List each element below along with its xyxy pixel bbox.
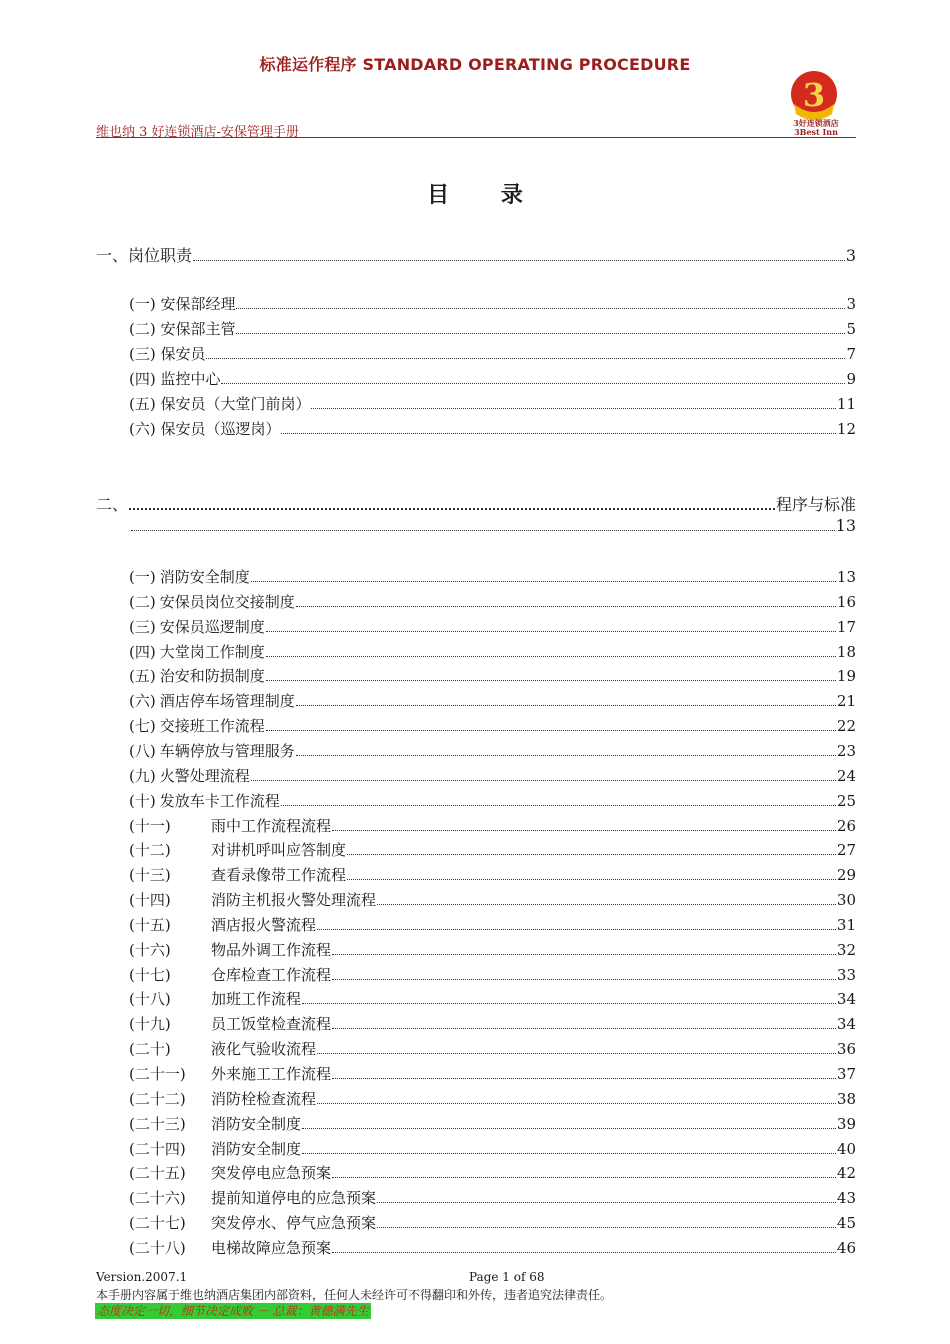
toc-item-number: (二) — [129, 592, 156, 611]
dot-leader — [302, 1127, 836, 1129]
dot-leader — [206, 357, 845, 359]
toc-page-number: 27 — [836, 841, 856, 860]
footer-slogan: 态度决定一切，细节决定成败 － 总裁：黄德满先生 — [97, 1304, 369, 1318]
toc-item-label: 酒店报火警流程 — [211, 915, 317, 934]
toc-page-number: 36 — [836, 1040, 856, 1059]
dot-leader — [296, 605, 836, 607]
toc-item-number: (四) — [129, 642, 156, 661]
dot-leader — [347, 878, 836, 880]
logo-text-en: 3Best Inn — [794, 127, 838, 137]
toc-item-label: 酒店停车场管理制度 — [159, 692, 295, 711]
dot-leader — [236, 332, 845, 334]
dot-leader — [317, 1102, 836, 1104]
toc-item-number: (二十一) — [129, 1065, 186, 1083]
dot-leader — [221, 382, 845, 384]
toc-item-number: (十四) — [129, 891, 171, 910]
toc-item[interactable] — [129, 1212, 856, 1233]
toc-item[interactable] — [129, 815, 856, 836]
toc-item-label: 仓库检查工作流程 — [211, 965, 332, 984]
dot-leader — [302, 1002, 836, 1004]
toc-page-number: 12 — [836, 420, 856, 438]
toc-item[interactable] — [129, 1088, 856, 1109]
toc-item-label: 安保员巡逻制度 — [159, 617, 265, 636]
toc-item-number: (七) — [129, 717, 156, 736]
toc-item-label: 消防栓检查流程 — [211, 1089, 317, 1108]
toc-item-label: 突发停电应急预案 — [211, 1164, 332, 1183]
toc-section-prefix: 二、 — [96, 495, 129, 514]
toc-item-number: (十二) — [129, 841, 171, 860]
toc-page-number: 21 — [836, 692, 856, 711]
toc-page-number: 26 — [836, 816, 856, 835]
toc-page-number: 16 — [836, 592, 856, 611]
dot-leader — [236, 307, 845, 309]
toc-item[interactable] — [129, 343, 856, 364]
toc-page-number: 19 — [836, 667, 856, 686]
toc-page-number: 3 — [845, 246, 856, 265]
toc-item[interactable] — [129, 1063, 856, 1084]
document-header-title: 标准运作程序 STANDARD OPERATING PROCEDURE — [259, 55, 691, 74]
toc-item-label: 消防安全制度 — [211, 1139, 302, 1158]
toc-page-number: 43 — [836, 1189, 856, 1208]
toc-item-number: (十三) — [129, 866, 171, 885]
toc-item-number: (五) — [129, 667, 156, 686]
toc-page-number: 33 — [836, 965, 856, 984]
toc-item-label: 发放车卡工作流程 — [159, 791, 280, 810]
toc-item[interactable] — [129, 665, 856, 686]
logo-numeral: 3 — [802, 76, 826, 114]
toc-page-number: 17 — [836, 617, 856, 636]
toc-page-number: 23 — [836, 741, 856, 760]
toc-item-number: (十一) — [129, 816, 171, 835]
toc-item-number: (二十四) — [129, 1139, 186, 1158]
toc-item-label: 消防主机报火警处理流程 — [211, 891, 377, 910]
toc-item[interactable] — [129, 1113, 856, 1134]
footer-page-indicator: Page 1 of 68 — [469, 1270, 545, 1284]
toc-page-number: 5 — [846, 320, 856, 338]
toc-page-number: 45 — [836, 1214, 856, 1233]
toc-section-label: 一、岗位职责 — [96, 246, 193, 265]
toc-item[interactable] — [129, 393, 856, 414]
dot-leader — [332, 1027, 836, 1029]
dot-leader — [332, 829, 836, 831]
toc-item[interactable] — [129, 566, 856, 587]
toc-item[interactable] — [129, 418, 856, 439]
toc-section-label: 程序与标准 — [775, 495, 856, 514]
dot-leader — [317, 1052, 836, 1054]
dot-leader — [266, 655, 836, 657]
toc-item-number: (二十三) — [129, 1114, 186, 1133]
toc-page-number: 38 — [836, 1089, 856, 1108]
toc-item[interactable] — [129, 1162, 856, 1183]
toc-item[interactable] — [129, 1013, 856, 1034]
toc-item[interactable] — [129, 839, 856, 860]
toc-item-label: 大堂岗工作制度 — [159, 642, 265, 661]
toc-item-label: 物品外调工作流程 — [211, 940, 332, 959]
toc-section-1[interactable] — [96, 243, 856, 266]
toc-item-label: 火警处理流程 — [159, 766, 250, 785]
toc-item-number: (三) — [129, 617, 156, 636]
toc-page-number: 13 — [836, 568, 856, 586]
toc-item-label: 电梯故障应急预案 — [211, 1238, 332, 1257]
toc-item[interactable] — [129, 765, 856, 786]
toc-item-label: (三) 保安员 — [129, 345, 206, 363]
dot-leader — [332, 1251, 836, 1253]
toc-item[interactable] — [129, 318, 856, 339]
toc-item-number: (二十) — [129, 1040, 171, 1059]
toc-section-2[interactable] — [96, 492, 856, 515]
toc-item-label: 消防安全制度 — [159, 568, 250, 586]
toc-page-number: 11 — [836, 395, 856, 413]
toc-page-number: 34 — [836, 1015, 856, 1034]
toc-item[interactable] — [129, 293, 856, 314]
footer-version: Version.2007.1 — [96, 1270, 188, 1284]
toc-item-label: 提前知道停电的应急预案 — [211, 1189, 377, 1208]
toc-item[interactable] — [129, 939, 856, 960]
dot-leader — [332, 1077, 836, 1079]
toc-item-label: 外来施工工作流程 — [211, 1065, 332, 1083]
dot-leader — [332, 953, 836, 955]
toc-item-label: 治安和防损制度 — [159, 667, 265, 686]
toc-item[interactable] — [129, 715, 856, 736]
toc-item[interactable] — [129, 616, 856, 637]
dot-leader — [266, 630, 836, 632]
toc-page-number: 24 — [836, 766, 856, 785]
toc-item[interactable] — [129, 591, 856, 612]
header-divider — [96, 137, 856, 138]
toc-page-number: 30 — [836, 891, 856, 910]
toc-section-2-page-line — [130, 516, 856, 536]
toc-item[interactable] — [129, 790, 856, 811]
toc-item-label: 加班工作流程 — [211, 990, 302, 1009]
toc-item[interactable] — [129, 641, 856, 662]
toc-item-number: (六) — [129, 692, 156, 711]
toc-page-number: 25 — [836, 791, 856, 810]
toc-item-number: (十) — [129, 791, 156, 810]
toc-item-label: (一) 安保部经理 — [129, 295, 236, 313]
toc-page-number: 7 — [846, 345, 856, 363]
toc-item-number: (九) — [129, 766, 156, 785]
dot-leader — [296, 754, 836, 756]
dot-leader — [377, 1226, 836, 1228]
dot-leader — [266, 729, 836, 731]
dot-leader — [311, 407, 835, 409]
dot-leader — [302, 1152, 836, 1154]
toc-page-number: 22 — [836, 717, 856, 736]
toc-item-number: (八) — [129, 741, 156, 760]
toc-item-label: (二) 安保部主管 — [129, 320, 236, 338]
toc-item[interactable] — [129, 1237, 856, 1258]
toc-item-label: (五) 保安员（大堂门前岗） — [129, 395, 311, 413]
toc-page-number: 29 — [836, 866, 856, 885]
toc-item-number: (十九) — [129, 1015, 171, 1034]
dot-leader — [317, 928, 836, 930]
toc-item-number: (一) — [129, 568, 156, 586]
toc-page-number: 9 — [846, 370, 856, 388]
toc-page-number: 40 — [836, 1139, 856, 1158]
dot-leader — [377, 1201, 836, 1203]
toc-page-number: 42 — [836, 1164, 856, 1183]
toc-item-number: (十七) — [129, 965, 171, 984]
toc-item-number: (十六) — [129, 940, 171, 959]
toc-item[interactable] — [129, 889, 856, 910]
toc-item-label: 员工饭堂检查流程 — [211, 1015, 332, 1034]
toc-item-label: 液化气验收流程 — [211, 1040, 317, 1059]
dot-leader — [332, 978, 836, 980]
toc-title: 目 录 — [427, 182, 545, 208]
dot-leader — [296, 704, 836, 706]
toc-item-number: (十五) — [129, 915, 171, 934]
toc-item-label: 查看录像带工作流程 — [211, 866, 347, 885]
toc-page-number: 3 — [846, 295, 856, 313]
toc-item[interactable] — [129, 368, 856, 389]
toc-item-label: 消防安全制度 — [211, 1114, 302, 1133]
toc-page-number: 13 — [835, 516, 856, 535]
dot-leader — [251, 779, 836, 781]
dot-leader — [193, 259, 845, 261]
toc-item[interactable] — [129, 1187, 856, 1208]
dot-leader — [281, 804, 836, 806]
manual-subtitle: 维也纳 3 好连锁酒店-安保管理手册 — [96, 125, 299, 140]
toc-item-number: (二十七) — [129, 1214, 186, 1233]
toc-item[interactable] — [129, 964, 856, 985]
toc-item[interactable] — [129, 740, 856, 761]
toc-item-number: (二十八) — [129, 1238, 186, 1257]
toc-item-label: 交接班工作流程 — [159, 717, 265, 736]
toc-item[interactable] — [129, 864, 856, 885]
toc-item-number: (二十六) — [129, 1189, 186, 1208]
dot-leader — [377, 903, 836, 905]
toc-page-number: 46 — [836, 1238, 856, 1257]
toc-item-label: 安保员岗位交接制度 — [159, 592, 295, 611]
toc-item-number: (二十五) — [129, 1164, 186, 1183]
toc-item-label: 突发停水、停气应急预案 — [211, 1214, 377, 1233]
toc-item-label: 雨中工作流程流程 — [211, 816, 332, 835]
toc-item[interactable] — [129, 1138, 856, 1159]
logo-text-cn: 3好连锁酒店 — [793, 118, 839, 128]
toc-item[interactable] — [129, 988, 856, 1009]
toc-item-number: (二十二) — [129, 1089, 186, 1108]
toc-item-label: (四) 监控中心 — [129, 370, 221, 388]
dot-leader — [332, 1176, 836, 1178]
footer-confidential-note: 本手册内容属于维也纳酒店集团内部资料，任何人未经许可不得翻印和外传，违者追究法律责任。 — [96, 1288, 613, 1302]
toc-page-number: 39 — [836, 1114, 856, 1133]
toc-item-label: 对讲机呼叫应答制度 — [211, 841, 347, 860]
dot-leader — [131, 529, 835, 531]
toc-page-number: 32 — [836, 940, 856, 959]
toc-item-label: (六) 保安员（巡逻岗） — [129, 420, 281, 438]
toc-page-number: 31 — [836, 915, 856, 934]
dot-leader — [129, 507, 775, 510]
toc-item-number: (十八) — [129, 990, 171, 1009]
toc-page-number: 18 — [836, 642, 856, 661]
dot-leader — [281, 432, 835, 434]
dot-leader — [266, 679, 836, 681]
toc-item-label: 车辆停放与管理服务 — [159, 741, 295, 760]
dot-leader — [347, 853, 836, 855]
toc-page-number: 34 — [836, 990, 856, 1009]
toc-page-number: 37 — [836, 1065, 856, 1083]
toc-item[interactable] — [129, 1038, 856, 1059]
toc-item[interactable] — [129, 690, 856, 711]
toc-item[interactable] — [129, 914, 856, 935]
dot-leader — [251, 580, 836, 582]
